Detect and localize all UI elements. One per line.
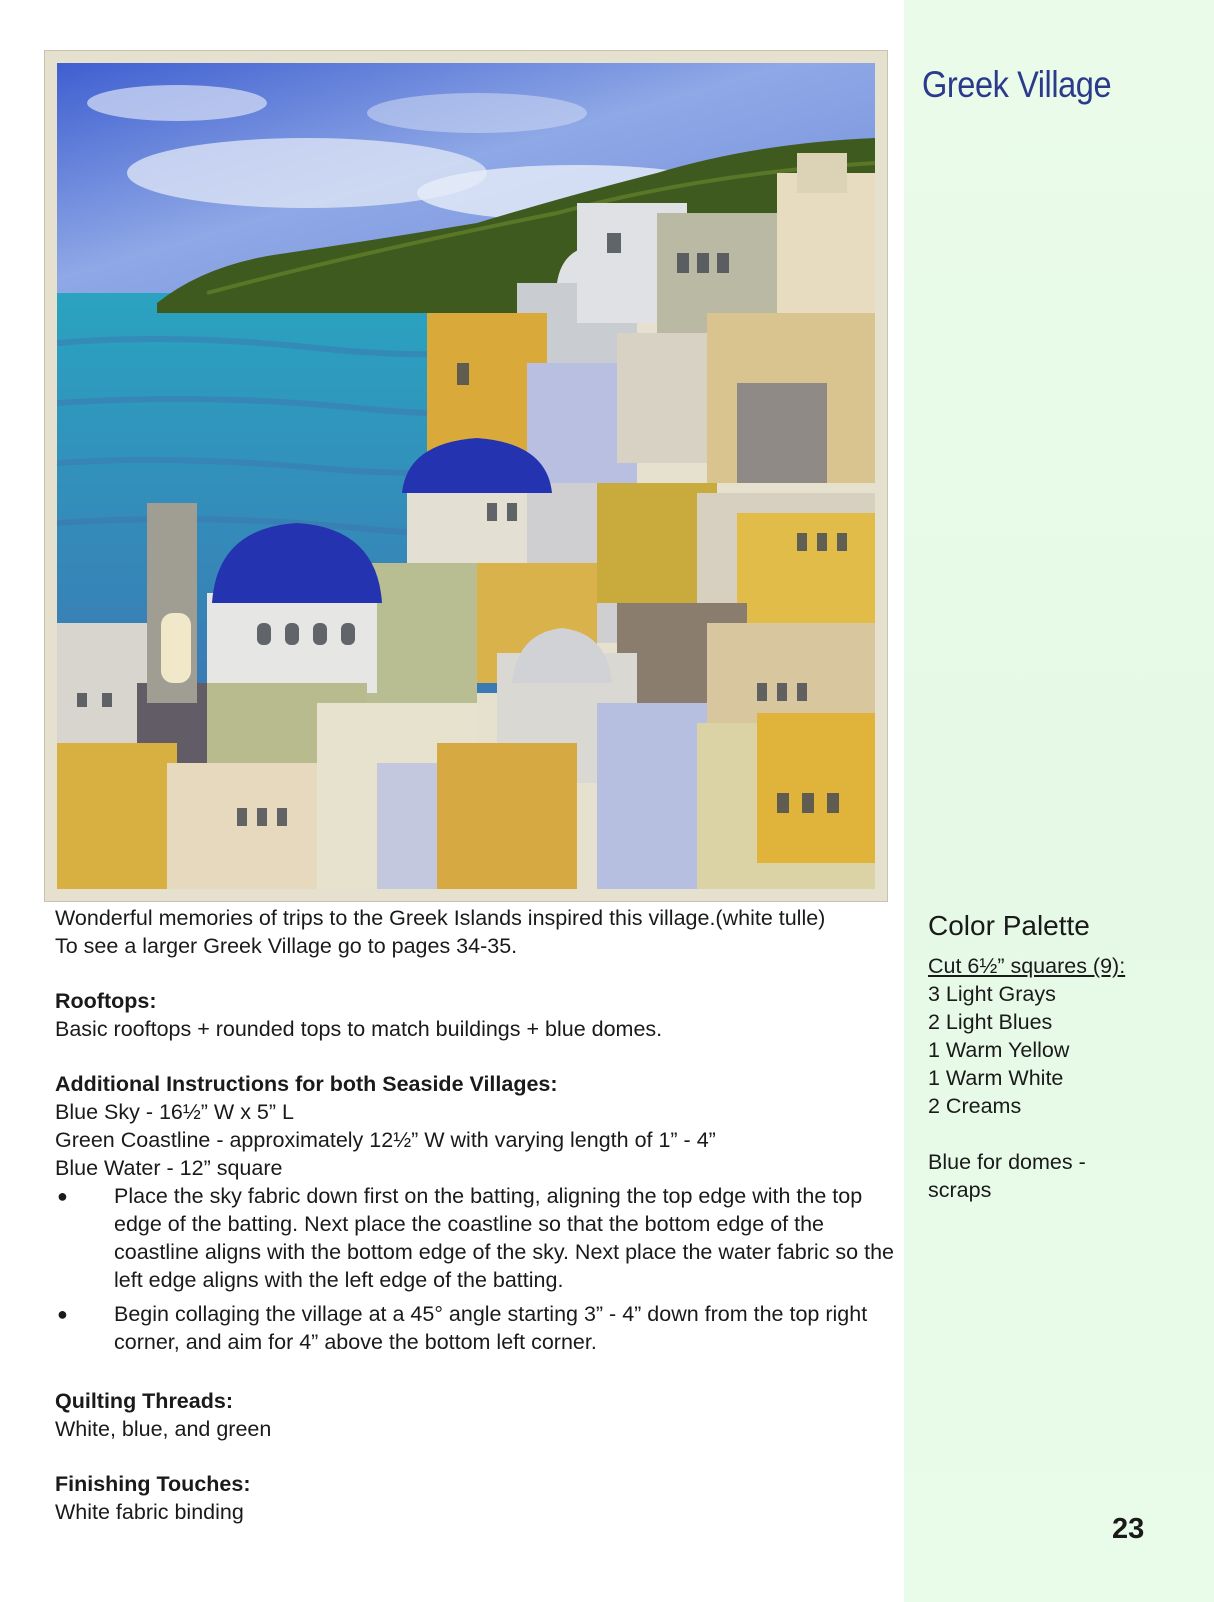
palette-extra: scraps (928, 1178, 992, 1202)
quilt-photo (44, 50, 888, 902)
sidebar-panel (904, 0, 1214, 1602)
palette-item: 1 Warm White (928, 1066, 1064, 1090)
bullet-text: Begin collaging the village at a 45° angle starting 3” - 4” down from the top right corner, and aim for 4” above the bottom left corner. (114, 1302, 868, 1354)
intro-line-2: To see a larger Greek Village go to pages 34-35. (55, 934, 518, 958)
additional-line: Green Coastline - approximately 12½” W with varying length of 1” - 4” (55, 1128, 716, 1152)
finishing-heading: Finishing Touches: (55, 1472, 251, 1496)
intro-paragraph (55, 904, 825, 960)
palette-item: 2 Creams (928, 1094, 1022, 1118)
instruction-bullets (55, 1182, 914, 1356)
intro-line-1: Wonderful memories of trips to the Greek Islands inspired this village.(white tulle) (55, 906, 826, 930)
palette-item: 2 Light Blues (928, 1010, 1053, 1034)
additional-line: Blue Sky - 16½” W x 5” L (55, 1100, 294, 1124)
bullet-text: Place the sky fabric down first on the batting, aligning the top edge with the top edge of the batting. Next place the coastline so that the bottom edge of the coastline aligns with the bottom edge of the sky. Next place the water fabric so the left edge aligns with the left edge of the batting. (114, 1184, 894, 1292)
color-palette-list (928, 952, 1125, 1204)
page-title: Greek Village (922, 64, 1112, 105)
finishing-touches-section (55, 1470, 250, 1526)
rooftops-section (55, 987, 662, 1043)
palette-cut-label: Cut 6½” squares (9): (928, 954, 1126, 978)
threads-text: White, blue, and green (55, 1417, 272, 1441)
palette-item: 3 Light Grays (928, 982, 1056, 1006)
bullet-icon: ● (57, 1186, 68, 1206)
bullet-item (55, 1300, 914, 1356)
bullet-item (55, 1182, 914, 1294)
additional-line: Blue Water - 12” square (55, 1156, 283, 1180)
color-palette-title: Color Palette (928, 910, 1090, 941)
bullet-icon: ● (57, 1304, 68, 1324)
additional-heading: Additional Instructions for both Seaside Villages: (55, 1072, 558, 1096)
finishing-text: White fabric binding (55, 1500, 244, 1524)
quilting-threads-section (55, 1387, 271, 1443)
quilt-illustration (57, 63, 875, 889)
palette-extra: Blue for domes - (928, 1150, 1086, 1174)
rooftops-text: Basic rooftops + rounded tops to match buildings + blue domes. (55, 1017, 663, 1041)
additional-instructions-section (55, 1070, 914, 1356)
page-number: 23 (1112, 1513, 1145, 1545)
rooftops-heading: Rooftops: (55, 989, 157, 1013)
threads-heading: Quilting Threads: (55, 1389, 233, 1413)
palette-item: 1 Warm Yellow (928, 1038, 1070, 1062)
